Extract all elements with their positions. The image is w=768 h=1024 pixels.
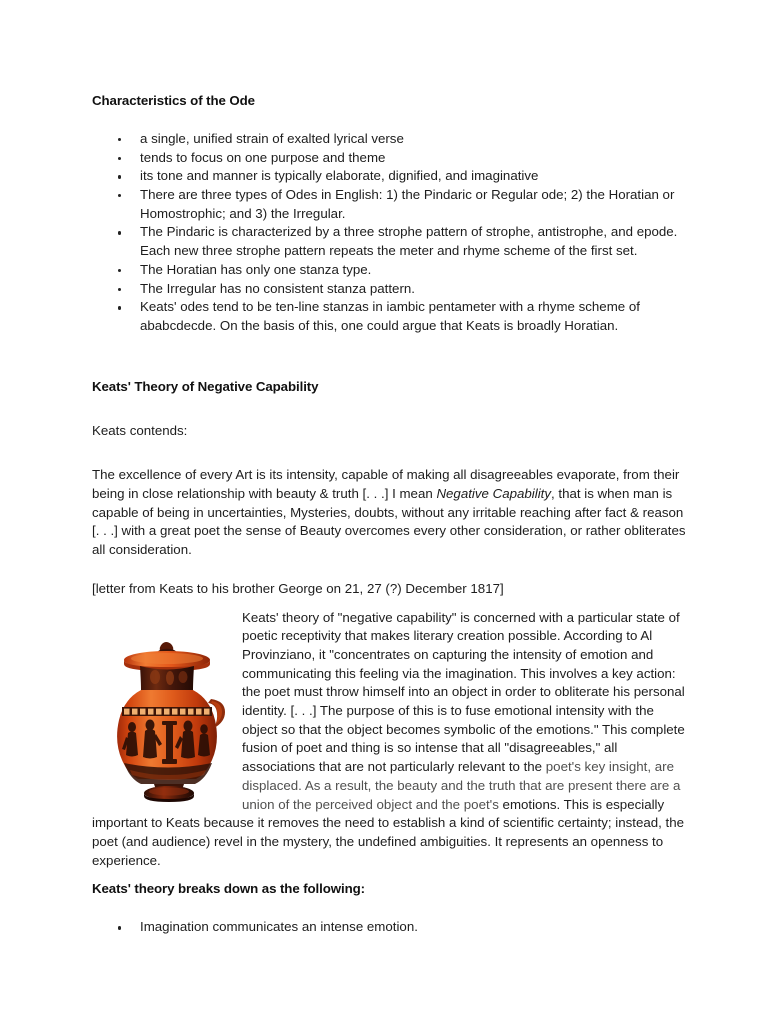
- list-item: Imagination communicates an intense emotion.: [92, 918, 690, 937]
- section-heading-breakdown: Keats' theory breaks down as the following:: [92, 881, 365, 897]
- spacer: [92, 366, 690, 378]
- spacer: [92, 440, 690, 466]
- list-item: The Pindaric is characterized by a three strophe pattern of strophe, antistrophe, and epode. Each new three strophe pattern repeats the meter and rhyme scheme of the first set.: [92, 223, 690, 260]
- page-title: Characteristics of the Ode: [92, 93, 255, 108]
- explanation-text-faint: poet's key insight, are displaced. As a result, the beauty and the truth that are present there are a union of the perceived object and the poet's: [242, 759, 681, 812]
- list-item: There are three types of Odes in English: 1) the Pindaric or Regular ode; 2) the Horatian or Homostrophic; and 3) the Irregular.: [92, 186, 690, 223]
- list-item: The Horatian has only one stanza type.: [92, 261, 690, 280]
- keats-contends-lead: Keats contends:: [92, 422, 188, 438]
- quote-text-second: , that is when man is capable of being in uncertainties, Mysteries, doubts, without any irritable reaching after fact & reason [. . .] with a great poet the sense of Beauty overcomes every other consideration, or rather obliterates all consideration.: [92, 486, 686, 558]
- list-item: its tone and manner is typically elaborate, dignified, and imaginative: [92, 167, 690, 186]
- ode-characteristics-list: [92, 130, 690, 336]
- image-wrapped-text-block: [92, 609, 690, 871]
- spacer: [92, 110, 690, 130]
- spacer: [92, 396, 690, 416]
- section-heading-negative-capability: Keats' Theory of Negative Capability: [92, 378, 319, 394]
- quote-emphasis-negative-capability: Negative Capability: [436, 486, 551, 502]
- breakdown-list: [92, 918, 690, 937]
- greek-hydria-vase-illustration: [110, 639, 228, 804]
- negative-capability-quote: [92, 466, 690, 560]
- explanation-text-tail: emotions. This is especially important to Keats because it removes the need to establish a kind of scientific certainty; instead, the poet (and audience) revel in the mystery, the undefined ambiguities. It represents an openness to experience.: [92, 796, 685, 868]
- spacer: [92, 599, 690, 609]
- spacer: [92, 898, 690, 918]
- list-item: Keats' odes tend to be ten-line stanzas in iambic pentameter with a rhyme scheme of ababcdecde. On the basis of this, one could argue that Keats is broadly Horatian.: [92, 298, 690, 335]
- quote-text-first: The excellence of every Art is its intensity, capable of making all disagreeables evaporate, from their being in close relationship with beauty & truth [. . .] I mean: [92, 467, 680, 502]
- spacer: [92, 560, 690, 580]
- explanation-text-lead: Keats' theory of "negative capability" is concerned with a particular state of poetic receptivity that makes literary creation possible. According to Al Provinziano, it "concentrates on capturing the intensity of emotion and communicating this feeling via the imagination. This involves a key action: the poet must throw himself into an object in order to obliterate his personal identity. [. . .] The purpose of this is to fuse emotional intensity with the object so that the object becomes symbolic of the emotions." This complete fusion of poet and thing is so intense that all "disagreeables," all associations that are not particularly relevant to the: [242, 609, 685, 775]
- spacer: [92, 336, 690, 366]
- list-item: tends to focus on one purpose and theme: [92, 149, 690, 168]
- list-item: a single, unified strain of exalted lyrical verse: [92, 130, 690, 149]
- spacer: [92, 870, 690, 880]
- greek-vase-image: [110, 639, 228, 804]
- list-item: The Irregular has no consistent stanza pattern.: [92, 280, 690, 299]
- letter-citation: [letter from Keats to his brother George on 21, 27 (?) December 1817]: [92, 580, 504, 596]
